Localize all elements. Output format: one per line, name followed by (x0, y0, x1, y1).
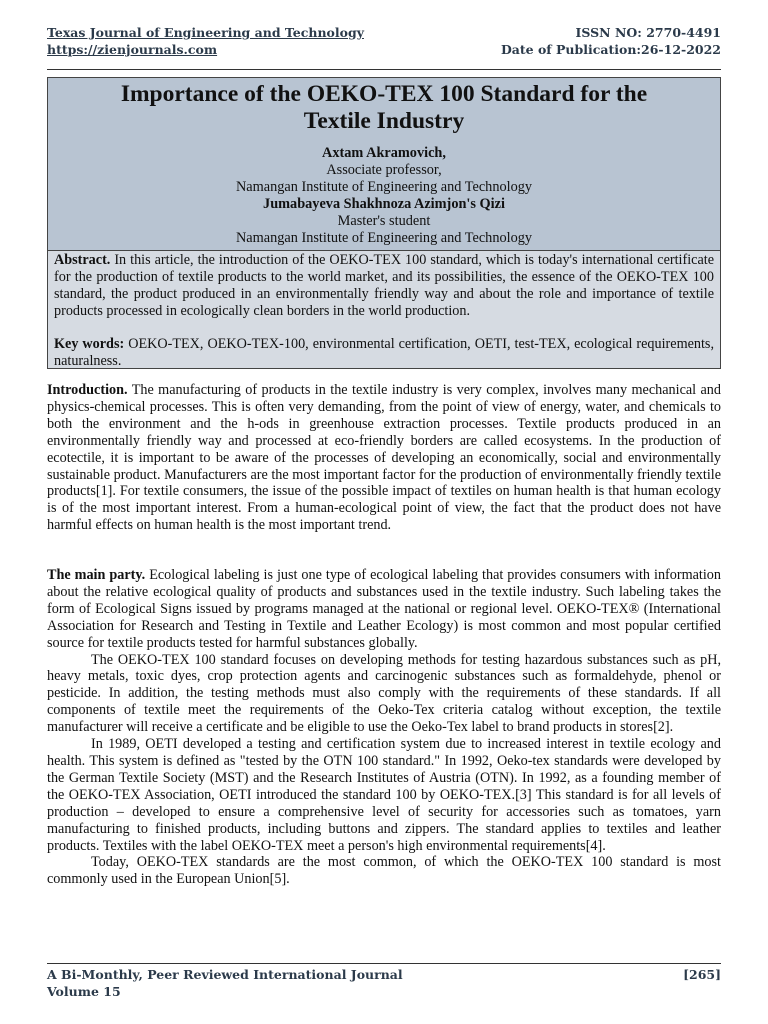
author-2-role: Master's student (337, 213, 431, 229)
page-number: [265] (683, 967, 721, 982)
author-1-institution: Namangan Institute of Engineering and Technology (235, 179, 533, 195)
keywords-label: Key words: (54, 336, 125, 352)
title-block (47, 77, 721, 251)
page-header (47, 24, 721, 64)
main-section (47, 567, 721, 888)
introduction-section (47, 382, 721, 534)
main-paragraph-4: Today, OEKO-TEX standards are the most common, of which the OEKO-TEX 100 standard is most commonly used in the European Union[5]. (47, 854, 721, 888)
main-paragraph-2: The OEKO-TEX 100 standard focuses on developing methods for testing hazardous substances such as pH, heavy metals, toxic dyes, crop protection agents and carcinogenic substances such as formaldehyde, phenol or pesticide. In addition, the testing methods must also comply with the requirements of these standards. If all components of textile meet the requirements of the Oeko-Tex criteria catalog without exception, the textile manufacturer will receive a certificate and be eligible to use the Oeko-Tex label to brand products in stores[2]. (47, 651, 721, 736)
journal-type: A Bi-Monthly, Peer Reviewed International Journal (47, 967, 403, 982)
footer-rule (47, 963, 721, 964)
abstract-block (47, 250, 721, 369)
main-paragraph-3: In 1989, OETI developed a testing and certification system due to increased interest in textile ecology and health. This system is defined as "tested by the OTN 100 standard." In 1992, Oeko-tex standards were developed by the German Textile Society (MST) and the Research Institutes of Austria (OTN). In 1992, as a founding member of the OEKO-TEX Association, OETI introduced the standard 100 by OEKO-TEX.[3] This standard is for all levels of production – developed to ensure a comprehensive level of security for accessories such as tomatoes, yarn manufacturing to finished products, including buttons and zippers. The standard applies to textiles and leather products. Textiles with the label OEKO-TEX meet a person's high environmental requirements[4]. (47, 736, 721, 854)
abstract (54, 252, 714, 320)
keywords-text: OEKO-TEX, OEKO-TEX-100, environmental certification, OETI, test-TEX, ecological requirements, naturalness. (54, 336, 715, 369)
publication-date: Date of Publication:26-12-2022 (500, 42, 721, 57)
paper-title: Importance of the OEKO-TEX 100 Standard for the Textile Industry (120, 81, 648, 134)
journal-url[interactable]: https://zienjournals.com (47, 42, 218, 57)
author-1-role: Associate professor, (326, 162, 442, 178)
journal-name: Texas Journal of Engineering and Technology (47, 25, 364, 40)
abstract-text: In this article, the introduction of the OEKO-TEX 100 standard, which is today's international certificate for the production of textile products to the world market, and its possibilities, the essence of the OEKO-TEX 100 standard, the product produced in an environmentally friendly way and about the role and importance of textile products processed in ecologically clean borders in the world production. (54, 252, 714, 319)
author-list (48, 145, 720, 247)
header-rule (47, 69, 721, 70)
author-2-institution: Namangan Institute of Engineering and Technology (235, 230, 533, 246)
issn: ISSN NO: 2770-4491 (575, 25, 721, 40)
main-paragraph-1: The main party. Ecological labeling is just one type of ecological labeling that provides consumers with information about the relative ecological quality of products and substances used in the textile industry. Such labeling takes the form of Ecological Signs issued by programs managed at the national or regional level. OEKO-TEX® (International Association for Research and Testing in Textile and Leather Ecology) is most common and most popular certified source for textile products tested for harmful substances globally. (47, 567, 721, 651)
keywords (54, 336, 714, 370)
introduction-paragraph: Introduction. The manufacturing of products in the textile industry is very complex, involves many mechanical and physics-chemical processes. This is often very demanding, from the point of view of energy, water, and chemicals to both the environment and the h-ods in greenhouse extraction processes. Textile products produced in an environmentally friendly way and processed at eco-friendly borders are called ecosystems. In the production of ecotectile, it is important to be aware of the processes of developing an economically, social and environmentally sustainable product. Manufacturers are the most important factor for the production of environmentally friendly textile products[1]. For textile consumers, the issue of the possible impact of textiles on human health is that human ecology is of the most important interest. From a human-ecological point of view, the fact that the product does not have harmful effects on human health is the most important trend. (47, 382, 721, 534)
author-2-name: Jumabayeva Shakhnoza Azimjon's Qizi (263, 196, 505, 212)
introduction-heading: Introduction. (47, 382, 128, 398)
abstract-label: Abstract. (54, 252, 111, 268)
volume: Volume 15 (47, 984, 121, 999)
author-1-name: Axtam Akramovich, (322, 145, 446, 161)
main-heading: The main party. (47, 567, 146, 583)
